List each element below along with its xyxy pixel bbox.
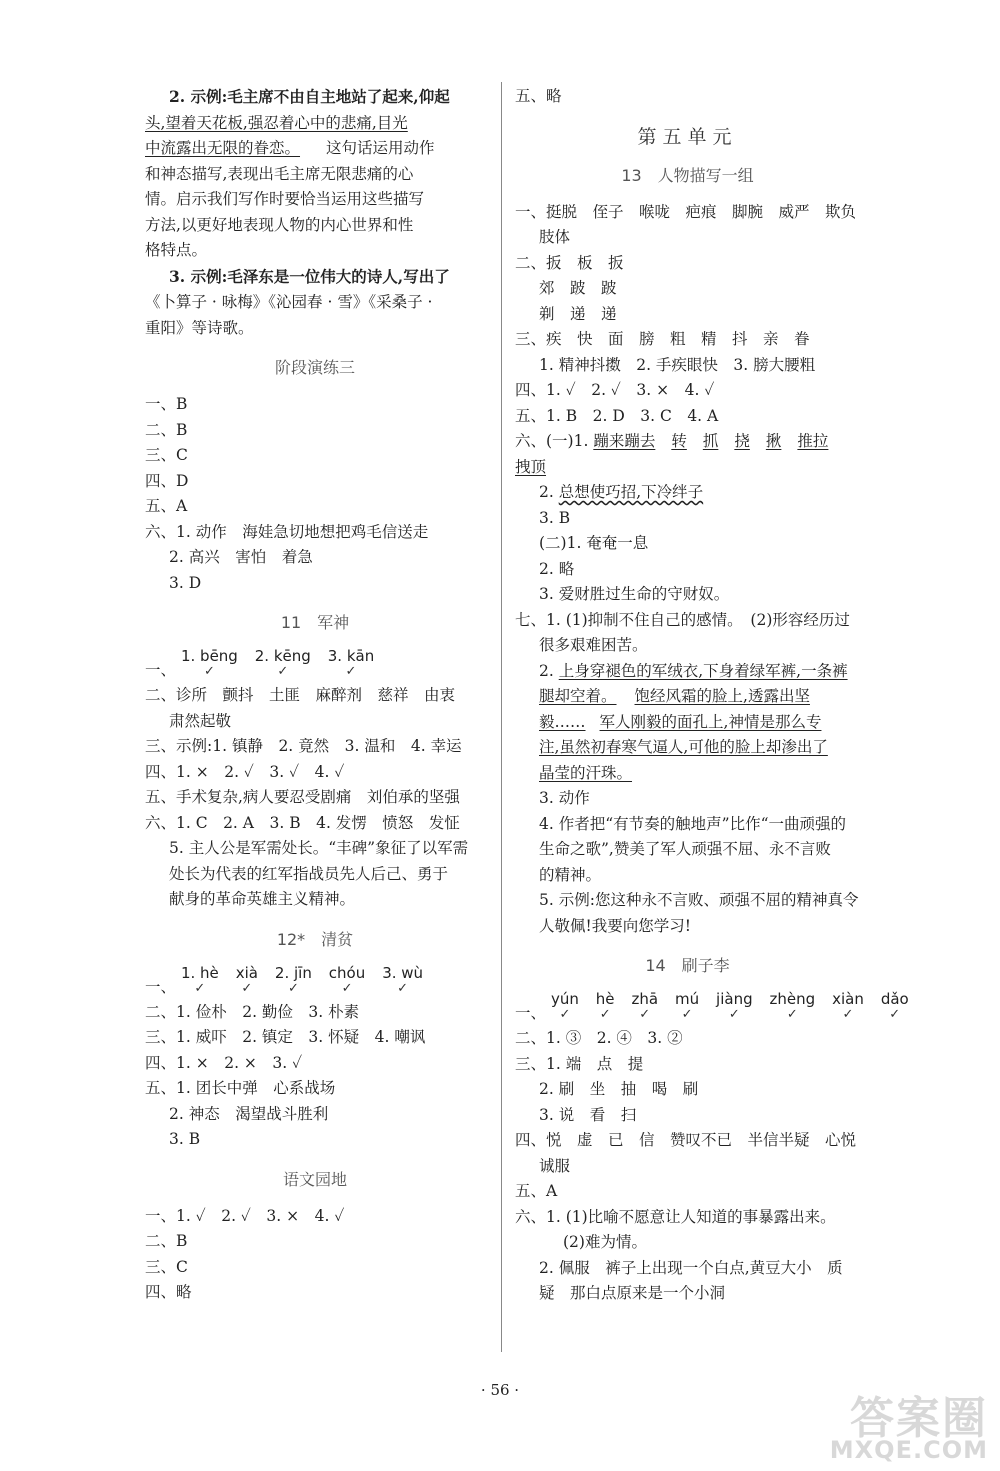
pinyin-item: 2. kēng ✓ <box>254 647 311 679</box>
answer-line: 的精神。 <box>539 865 602 884</box>
answer-line: 3. B <box>539 508 571 527</box>
answer-line: 方法,以更好地表现人物的内心世界和性 <box>145 215 414 234</box>
answer-line: 处长为代表的红军指战员先人后己、勇于 <box>169 864 449 883</box>
answer-line: 献身的革命英雄主义精神。 <box>169 890 356 908</box>
answer-line: 2. 神态 渴望战斗胜利 <box>169 1104 329 1123</box>
answer-line: 一、挺脱 侄子 喉咙 疤痕 脚腕 威严 欺负 <box>515 202 857 221</box>
answer-line: 2. 总想使巧招,下冷绊子 <box>539 483 704 501</box>
pinyin-item: 2. jīn ✓ <box>274 963 312 996</box>
check-icon: ✓ <box>681 1007 693 1022</box>
answer-line: 2. 佩服 裤子上出现一个白点,黄豆大小 质 <box>539 1258 843 1277</box>
answer-line: 五、A <box>515 1182 558 1200</box>
answer-line: 肃然起敬 <box>169 711 232 730</box>
answer-line: 五、1. 团长中弹 心系战场 <box>145 1079 336 1097</box>
pinyin-item: xià ✓ <box>235 963 258 996</box>
pinyin-item: chóu ✓ <box>328 963 366 996</box>
answer-line: 五、1. B 2. D 3. C 4. A <box>515 406 719 425</box>
answer-line: 重阳》等诗歌。 <box>145 318 254 337</box>
pinyin-row: 一、 yún ✓ hè ✓ zhā ✓ mú ✓ jiàng ✓ zhèng ✓ xiàn ✓ dǎo ✓ <box>515 990 909 1022</box>
section-title: 13 人物描写一组 <box>621 165 754 185</box>
pinyin-item: 3. wù ✓ <box>382 963 424 996</box>
answer-line: 很多艰难困苦。 <box>539 636 648 654</box>
answer-line: 生命之歌”,赞美了军人顽强不屈、永不言败 <box>539 840 831 858</box>
answer-line: 3. 爱财胜过生命的守财奴。 <box>539 585 730 603</box>
pinyin-item: 1. bēng ✓ <box>180 647 238 679</box>
check-icon: ✓ <box>786 1007 798 1022</box>
answer-line: 一、B <box>145 395 188 413</box>
answer-line: 2. 刷 坐 抽 喝 刷 <box>539 1080 699 1098</box>
answer-line: 二、扳 板 扳 <box>515 253 624 272</box>
watermark-logo: 答案圈 MXQE.COM <box>829 1393 988 1464</box>
section-title: 11 军神 <box>280 613 350 632</box>
answer-line: 五、手术复杂,病人要忍受剧痛 刘伯承的坚强 <box>145 788 460 806</box>
check-icon: ✓ <box>341 980 353 996</box>
answer-line: 人敬佩!我要向您学习! <box>539 916 691 935</box>
answer-line: 1. 精神抖擞 2. 手疾眼快 3. 膀大腰粗 <box>539 355 816 374</box>
answer-line: 二、1. 俭朴 2. 勤俭 3. 朴素 <box>145 1002 360 1021</box>
answer-line: 头,望着天花板,强忍着心中的悲痛,目光 <box>145 113 408 132</box>
answer-line: 四、1. × 2. ✓ 3. ✓ 4. ✓ <box>145 762 345 781</box>
answer-line: 4. 作者把“有节奏的触地声”比作“一曲顽强的 <box>539 814 846 833</box>
answer-line: 5. 示例:您这种永不言败、顽强不屈的精神真令 <box>539 891 859 909</box>
answer-line: 六、1. 动作 海娃急切地想把鸡毛信送走 <box>145 522 429 541</box>
check-icon: ✓ <box>194 980 206 996</box>
answer-line: 晶莹的汗珠。 <box>539 763 633 782</box>
section-title: 12* 清贫 <box>276 929 354 949</box>
answer-line: 肢体 <box>539 228 571 246</box>
answer-line: 注,虽然初春寒气逼人,可他的脸上却渗出了 <box>539 738 828 756</box>
pinyin-item: zhèng ✓ <box>769 990 816 1022</box>
pinyin-item: zhā ✓ <box>631 990 659 1022</box>
column-divider <box>501 82 502 1352</box>
answer-line: 2. 略 <box>539 559 575 578</box>
answer-line: 3. B <box>169 1130 201 1148</box>
answer-line: 毅…… 军人刚毅的面孔上,神情是那么专 <box>539 712 822 731</box>
answer-line: 一、1. ✓ 2. ✓ 3. × 4. ✓ <box>145 1206 345 1225</box>
answer-line: 郊 跛 跛 <box>539 279 617 297</box>
pinyin-row: 一、 1. bēng ✓ 2. kēng ✓ 3. kān ✓ <box>145 647 375 679</box>
answer-line: 五、A <box>145 497 188 515</box>
answer-line: 疑 那白点原来是一个小洞 <box>539 1284 726 1302</box>
answer-line: (2)难为情。 <box>563 1233 647 1251</box>
answer-line: 3. 示例:毛泽东是一位伟大的诗人,写出了 <box>169 266 450 286</box>
section-title: 14 刷子李 <box>645 956 730 975</box>
answer-line: 腿却空着。 饱经风霜的脸上,透露出坚 <box>539 687 810 705</box>
answer-line: 3. 说 看 扫 <box>539 1105 637 1124</box>
section-title: 阶段演练三 <box>274 358 355 377</box>
check-icon: ✓ <box>397 980 409 996</box>
answer-line: 三、C <box>145 446 188 464</box>
pinyin-item: 1. hè ✓ <box>180 963 219 996</box>
check-icon: ✓ <box>728 1007 740 1022</box>
answer-line: 三、疾 快 面 膀 粗 精 抖 亲 眷 <box>515 330 810 348</box>
check-icon: ✓ <box>639 1007 651 1022</box>
answer-line: 3. 动作 <box>539 789 590 807</box>
answer-line: 和神态描写,表现出毛主席无限悲痛的心 <box>145 164 414 183</box>
pinyin-item: mú ✓ <box>674 990 700 1022</box>
answer-line: 2. 高兴 害怕 着急 <box>169 548 313 566</box>
pinyin-row: 一、 1. hè ✓ xià ✓ 2. jīn ✓ chóu ✓ 3. wù ✓ <box>145 963 424 996</box>
answer-line: 二、诊所 颤抖 土匪 麻醉剂 慈祥 由衷 <box>145 686 456 704</box>
page-number: · 56 · <box>480 1381 520 1399</box>
answer-line: (二)1. 奄奄一息 <box>539 534 649 552</box>
pinyin-item: dǎo ✓ <box>880 990 909 1022</box>
answer-line: 2. 上身穿褪色的军绒衣,下身着绿军裤,一条裤 <box>539 661 848 680</box>
check-icon: ✓ <box>559 1007 571 1022</box>
check-icon: ✓ <box>345 664 357 679</box>
check-icon: ✓ <box>599 1007 611 1022</box>
answer-line: 3. D <box>169 573 202 592</box>
answer-line: 五、略 <box>515 87 562 105</box>
check-icon: ✓ <box>889 1007 901 1022</box>
answer-line: 二、B <box>145 1232 188 1250</box>
answer-line: 六、1. (1)比喻不愿意让人知道的事暴露出来。 <box>515 1207 836 1226</box>
answer-line: 三、示例:1. 镇静 2. 竟然 3. 温和 4. 幸运 <box>145 737 462 755</box>
pinyin-item: yún ✓ <box>550 990 579 1022</box>
answer-line: 中流露出无限的眷恋。 这句话运用动作 <box>145 139 435 157</box>
answer-line: 三、C <box>145 1257 188 1276</box>
check-icon: ✓ <box>287 980 299 996</box>
unit-title: 第五单元 <box>637 125 738 148</box>
answer-line: 《卜算子 · 咏梅》《沁园春 · 雪》《采桑子 · <box>145 293 433 311</box>
pinyin-item: jiàng ✓ <box>716 990 753 1022</box>
answer-line: 拽顶 <box>515 457 547 476</box>
answer-line: 四、悦 虚 已 信 赞叹不已 半信半疑 心悦 <box>515 1131 857 1149</box>
pinyin-item: 3. kān ✓ <box>327 647 375 679</box>
answer-line: 诚服 <box>539 1156 571 1175</box>
answer-line: 二、B <box>145 420 188 439</box>
answer-line: 格特点。 <box>145 241 208 259</box>
answer-line: 四、1. × 2. × 3. ✓ <box>145 1053 303 1072</box>
answer-line: 情。启示我们写作时要恰当运用这些描写 <box>145 190 425 208</box>
answer-line: 2. 示例:毛主席不由自主地站了起来,仰起 <box>169 87 450 106</box>
answer-line: 六、(一)1. 蹦来蹦去 转 抓 挠 揪 推拉 <box>515 432 829 450</box>
check-icon: ✓ <box>277 664 289 679</box>
check-icon: ✓ <box>842 1007 854 1022</box>
pinyin-item: xiàn ✓ <box>832 990 864 1022</box>
check-icon: ✓ <box>241 980 253 996</box>
answer-line: 四、1. ✓ 2. ✓ 3. × 4. ✓ <box>515 381 715 399</box>
section-title: 语文园地 <box>282 1169 347 1189</box>
pinyin-item: hè ✓ <box>595 990 615 1022</box>
answer-line: 三、1. 端 点 提 <box>515 1054 644 1073</box>
answer-line: 剃 递 递 <box>539 304 617 323</box>
left-column <box>145 84 485 1306</box>
answer-line: 四、略 <box>145 1283 192 1301</box>
check-icon: ✓ <box>203 664 215 679</box>
answer-line: 5. 主人公是军需处长。“丰碑”象征了以军需 <box>169 839 469 857</box>
answer-line: 七、1. (1)抑制不住自己的感情。 (2)形容经历过 <box>515 610 850 629</box>
answer-line: 三、1. 威吓 2. 镇定 3. 怀疑 4. 嘲讽 <box>145 1028 426 1046</box>
answer-line: 二、1. ③ 2. ④ 3. ② <box>515 1029 683 1047</box>
answer-line: 六、1. C 2. A 3. B 4. 发愣 愤怒 发怔 <box>145 813 460 832</box>
answer-line: 四、D <box>145 471 189 490</box>
right-column <box>515 84 909 1307</box>
